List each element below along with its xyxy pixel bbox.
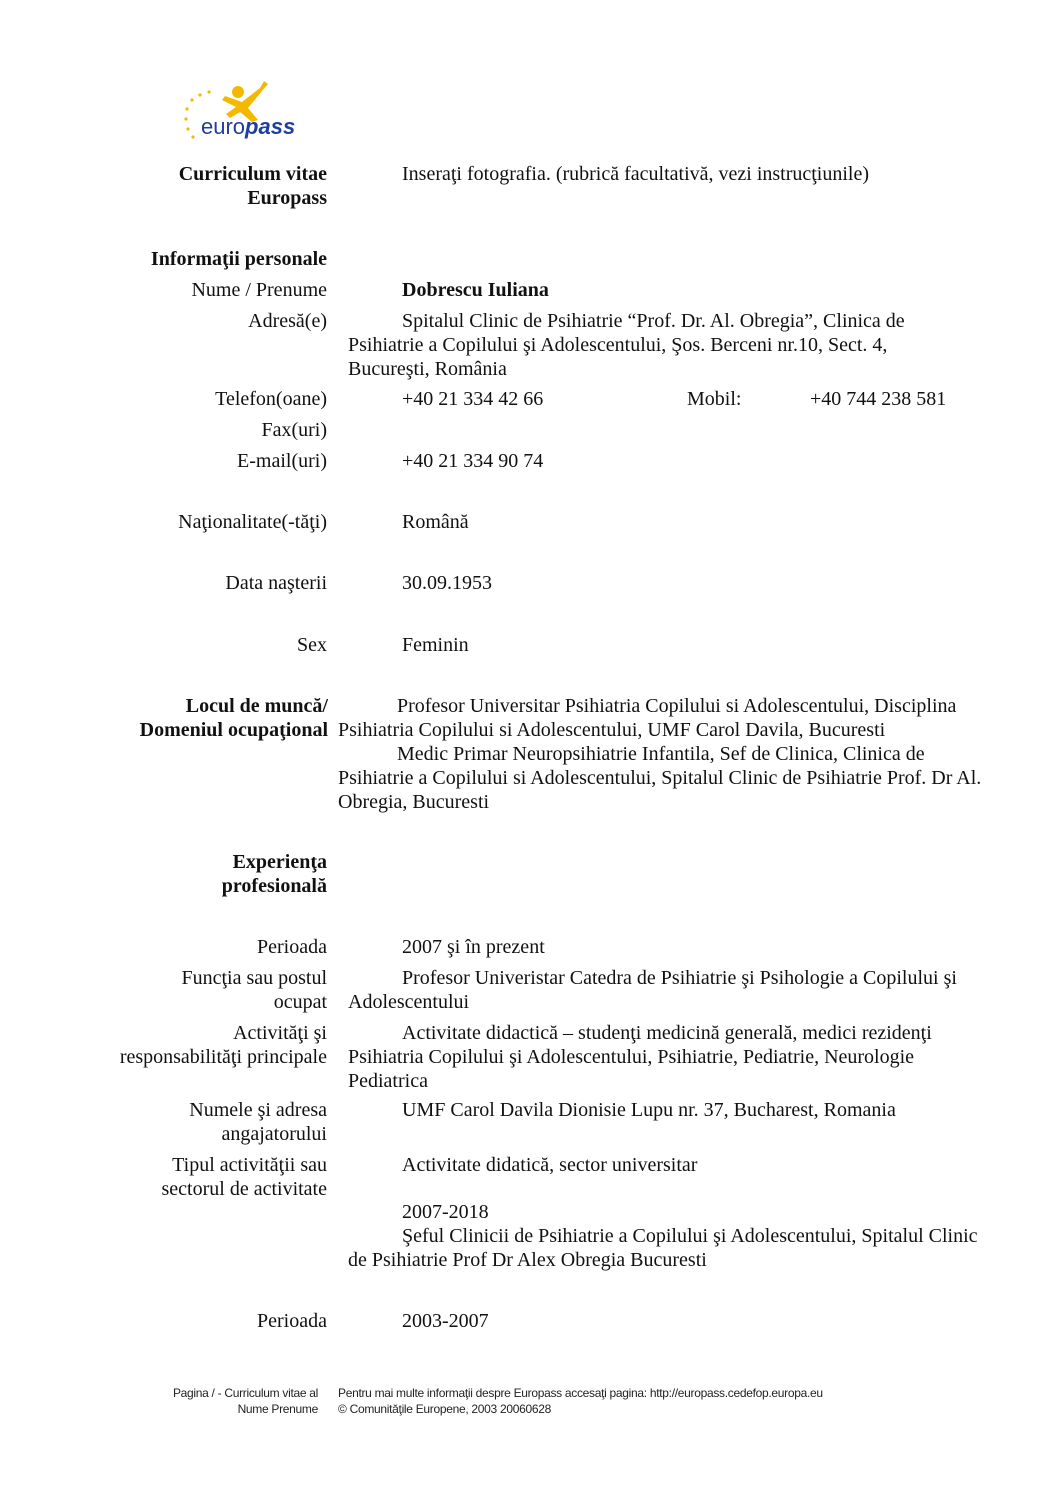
activities-label: Activităţi şi responsabilităţi principale bbox=[119, 1022, 327, 1068]
photo-note: Inseraţi fotografia. (rubrică facultativă, vezi instrucţiunile) bbox=[402, 163, 870, 185]
period-value: 2007 şi în prezent bbox=[402, 936, 545, 958]
extra-period: 2007-2018 bbox=[402, 1201, 489, 1223]
fax-label: Fax(uri) bbox=[261, 419, 327, 441]
name-value: Dobrescu Iuliana bbox=[402, 279, 549, 301]
period2-value: 2003-2007 bbox=[402, 1310, 489, 1332]
cv-title: Curriculum vitae Europass bbox=[178, 163, 327, 209]
name-label: Nume / Prenume bbox=[191, 279, 327, 301]
nationality-value: Română bbox=[402, 511, 469, 533]
mobile-label: Mobil: bbox=[687, 388, 742, 410]
birth-label: Data naşterii bbox=[225, 572, 327, 594]
section-experience: Experienţa profesională bbox=[221, 851, 327, 897]
position-value: Profesor Univeristar Catedra de Psihiatrie şi Psihologie a Copilului şi Adolescentului bbox=[348, 967, 957, 1013]
sector-label: Tipul activităţii sau sectorul de activitate bbox=[161, 1154, 327, 1200]
employer-label: Numele şi adresa angajatorului bbox=[189, 1099, 327, 1145]
footer-left: Pagina / - Curriculum vitae al Nume Prenume bbox=[172, 1386, 318, 1416]
birth-value: 30.09.1953 bbox=[402, 572, 492, 594]
address-label: Adresă(e) bbox=[248, 310, 327, 332]
europass-logo bbox=[180, 78, 310, 150]
period2-label: Perioada bbox=[257, 1310, 327, 1332]
email-value: +40 21 334 90 74 bbox=[402, 450, 544, 472]
logo-euro: euro bbox=[201, 114, 246, 139]
extra-position: Şeful Clinicii de Psihiatrie a Copilului şi Adolescentului, Spitalul Clinic de Psihiatrie Prof Dr Alex Obregia Bucuresti bbox=[348, 1225, 978, 1271]
address-value: Spitalul Clinic de Psihiatrie “Prof. Dr. Al. Obregia”, Clinica de Psihiatrie a Copilului şi Adolescentului, Şos. Berceni nr.10, Sect. 4, Bucureşti, România bbox=[348, 310, 905, 380]
logo-pass: pass bbox=[245, 114, 296, 139]
workplace-label: Locul de muncă/ Domeniul ocupaţional bbox=[139, 695, 328, 741]
phone-label: Telefon(oane) bbox=[215, 388, 327, 410]
sex-value: Feminin bbox=[402, 634, 469, 656]
workplace-entry: Medic Primar Neuropsihiatrie Infantila, Sef de Clinica, Clinica de Psihiatrie a Copilului si Adolescentului, Spitalul Clinic de Psihiatrie Prof. Dr Al. Obregia, Bucuresti bbox=[338, 743, 982, 813]
section-personal: Informaţii personale bbox=[150, 248, 327, 270]
email-label: E-mail(uri) bbox=[237, 450, 327, 472]
footer-right: Pentru mai multe informaţii despre Europass accesaţi pagina: http://europass.cedefop.europa.eu © Comunităţile Europene, 2003 20060628 bbox=[338, 1386, 823, 1416]
sector-value: Activitate didatică, sector universitar bbox=[402, 1154, 698, 1176]
employer-value: UMF Carol Davila Dionisie Lupu nr. 37, Bucharest, Romania bbox=[402, 1099, 896, 1121]
sex-label: Sex bbox=[297, 634, 327, 656]
nationality-label: Naţionalitate(-tăţi) bbox=[178, 511, 327, 533]
position-label: Funcţia sau postul ocupat bbox=[181, 967, 327, 1013]
period-label: Perioada bbox=[257, 936, 327, 958]
mobile-value: +40 744 238 581 bbox=[810, 388, 947, 410]
svg-text:europass bbox=[201, 114, 295, 139]
activities-value: Activitate didactică – studenţi medicină generală, medici rezidenţi Psihiatria Copilului şi Adolescentului, Psihiatrie, Pediatrie, Neurologie Pediatrica bbox=[348, 1022, 932, 1092]
phone-value: +40 21 334 42 66 bbox=[402, 388, 544, 410]
workplace-entry: Profesor Universitar Psihiatria Copilului si Adolescentului, Disciplina Psihiatria Copilului si Adolescentului, UMF Carol Davila, Bucuresti bbox=[338, 695, 957, 741]
